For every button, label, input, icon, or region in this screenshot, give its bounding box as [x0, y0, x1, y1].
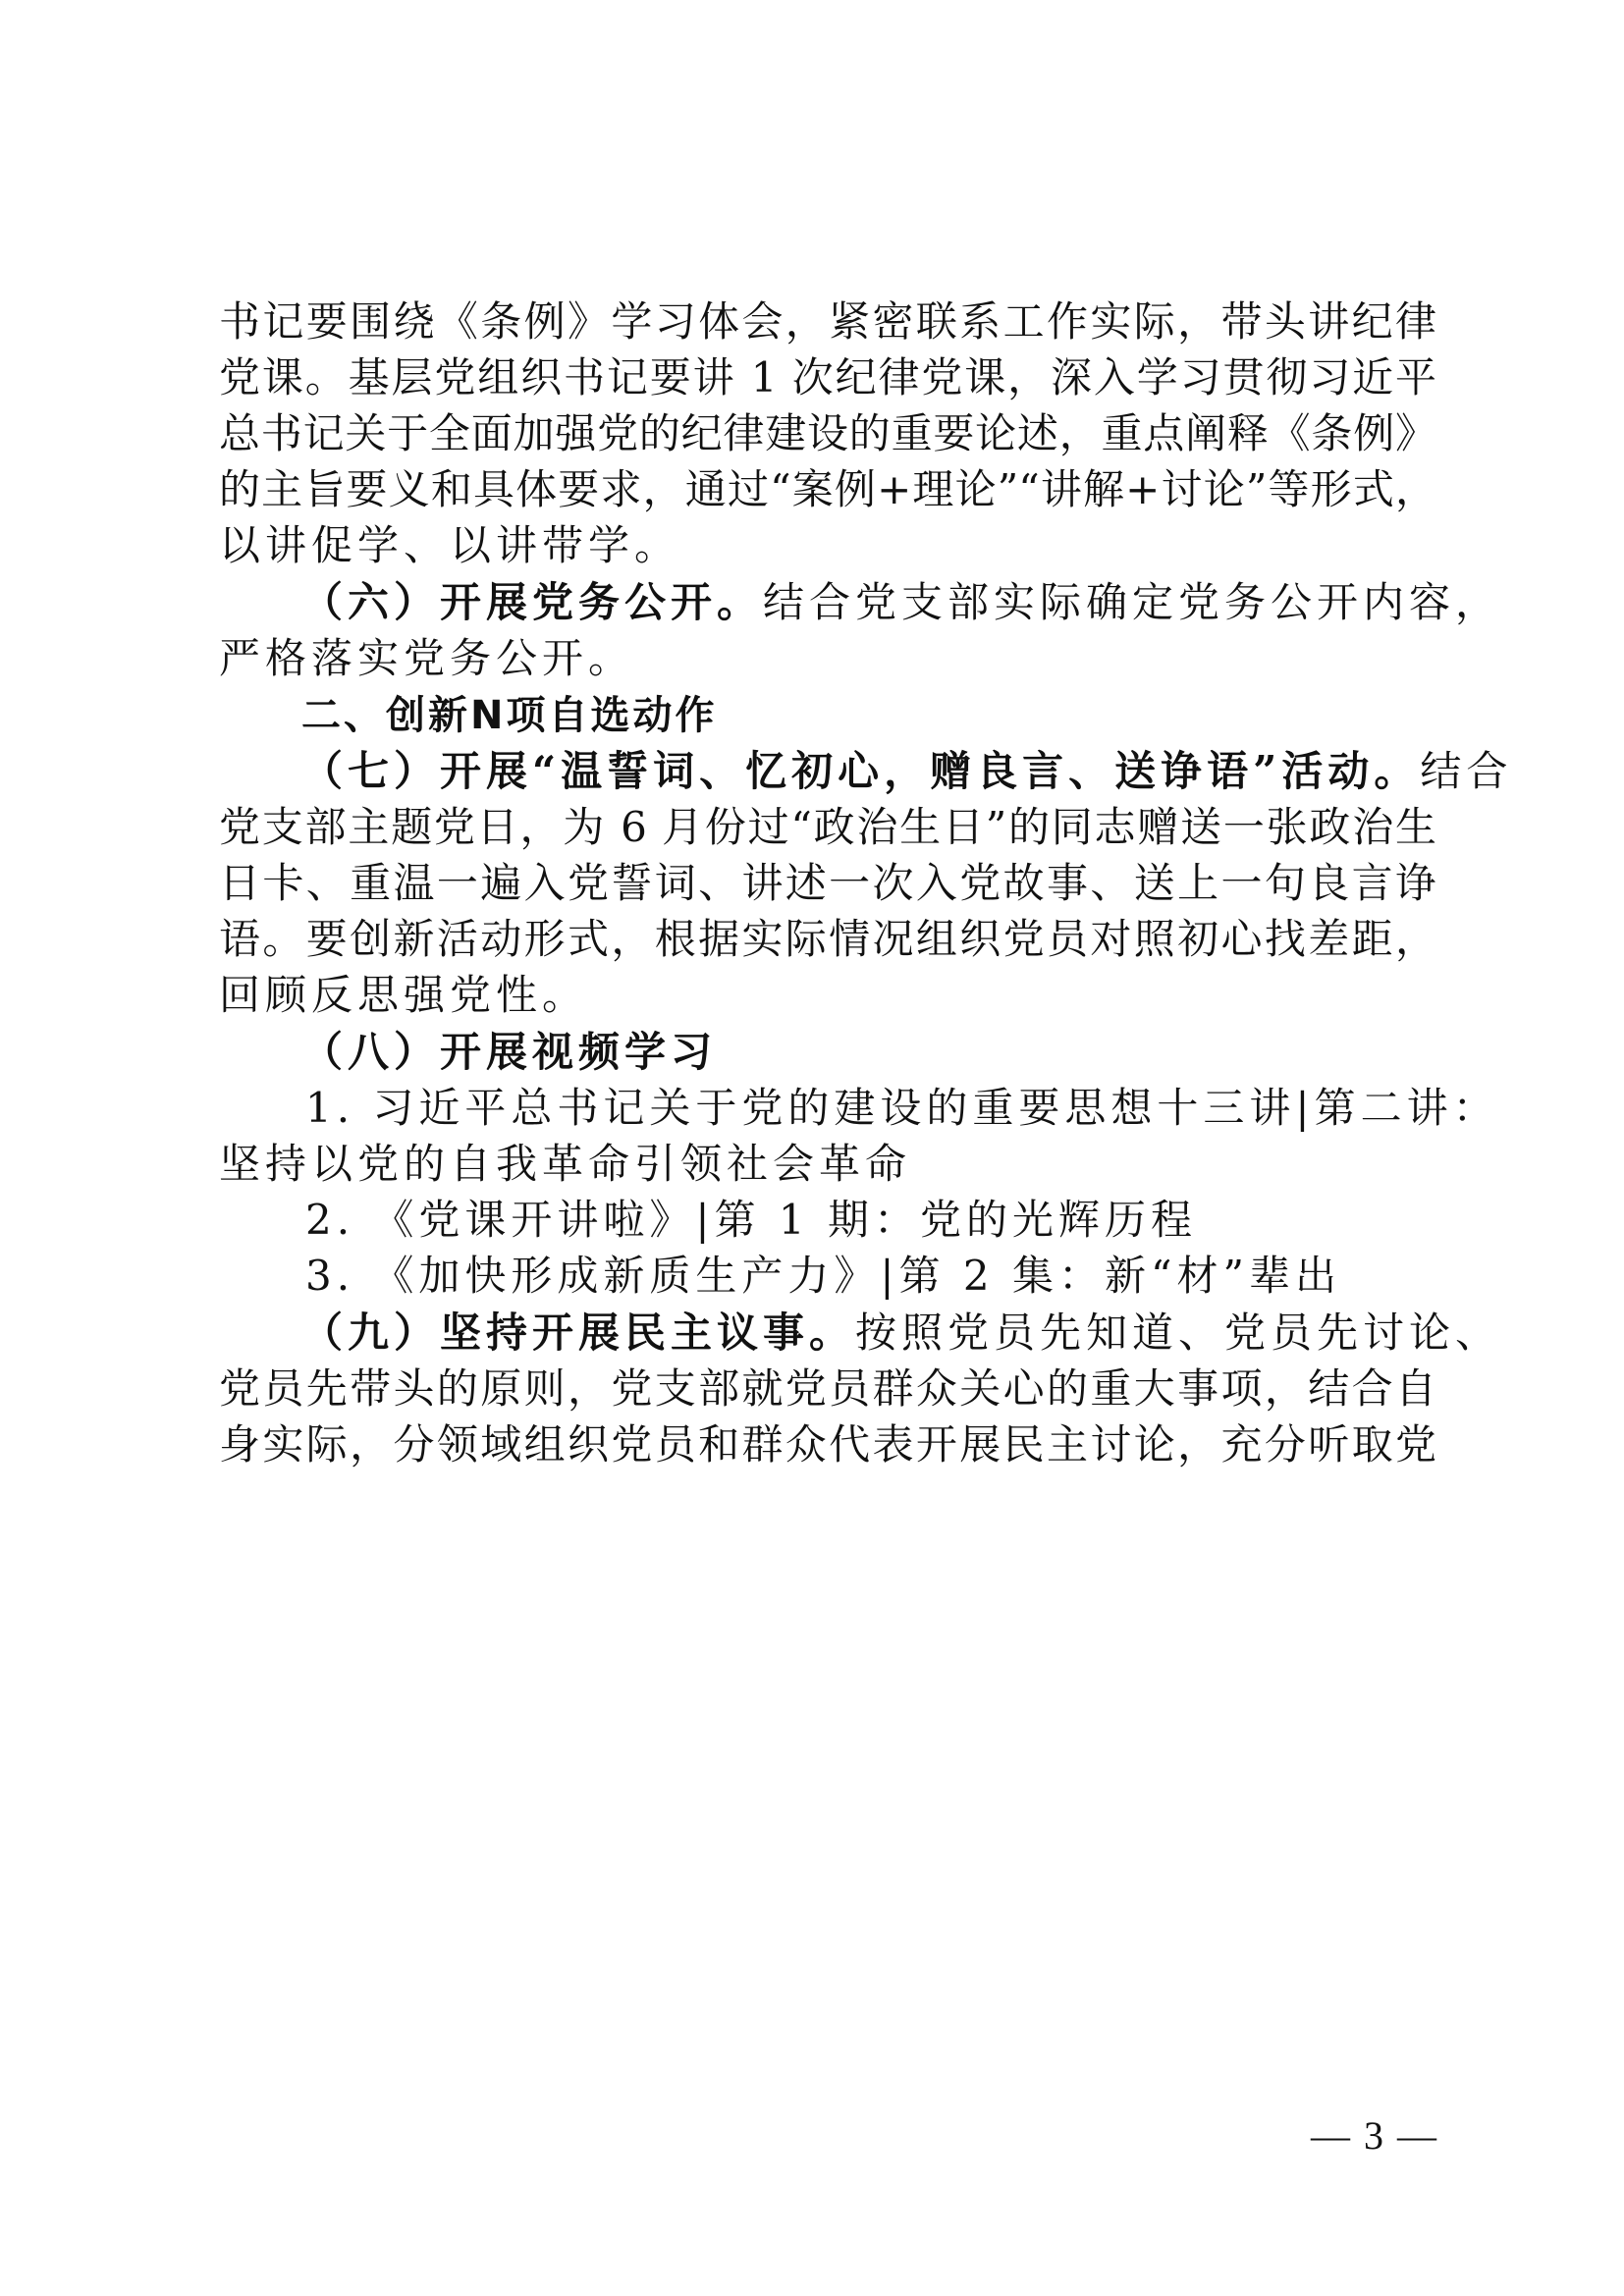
- item-6-line: [301, 575, 1501, 630]
- item-7-title: （七）开展“温誓词、忆初心，赠良言、送诤语”活动。: [301, 747, 1421, 795]
- item-9-text: 按照党员先知道、党员先讨论、: [855, 1308, 1502, 1357]
- video-item: 1. 习近平总书记关于党的建设的重要思想十三讲|第二讲：: [305, 1084, 1499, 1132]
- item-6-text: 结合党支部实际确定党务公开内容，: [763, 578, 1502, 626]
- section-heading: 二、创新N项自选动作: [301, 693, 718, 738]
- item-8-title: （八）开展视频学习: [301, 1028, 718, 1076]
- item-9-title: （九）坚持开展民主议事。: [301, 1308, 856, 1357]
- paragraph-line: 严格落实党务公开。: [219, 634, 635, 682]
- paragraph-line: 党支部主题党日，为 6 月份过“政治生日”的同志赠送一张政治生: [219, 803, 1436, 851]
- video-item-continuation: 坚持以党的自我革命引领社会革命: [219, 1140, 912, 1188]
- paragraph-line: 党员先带头的原则，党支部就党员群众关心的重大事项，结合自: [219, 1364, 1436, 1413]
- item-6-title: （六）开展党务公开。: [301, 578, 764, 626]
- paragraph-line: 身实际，分领域组织党员和群众代表开展民主讨论，充分听取党: [219, 1420, 1436, 1468]
- paragraph-line: 总书记关于全面加强党的纪律建设的重要论述，重点阐释《条例》: [219, 409, 1436, 457]
- page-number: — 3 —: [1311, 2113, 1438, 2158]
- paragraph-line: 语。要创新活动形式，根据实际情况组织党员对照初心找差距，: [219, 915, 1436, 963]
- item-7-line: [301, 744, 1512, 799]
- video-item: 3. 《加快形成新质生产力》|第 2 集：新“材”辈出: [305, 1252, 1341, 1300]
- paragraph-line: 党课。基层党组织书记要讲 1 次纪律党课，深入学习贯彻习近平: [219, 353, 1436, 401]
- paragraph-line: 书记要围绕《条例》学习体会，紧密联系工作实际，带头讲纪律: [219, 297, 1436, 346]
- video-item: 2. 《党课开讲啦》|第 1 期：党的光辉历程: [305, 1196, 1197, 1244]
- paragraph-line: 日卡、重温一遍入党誓词、讲述一次入党故事、送上一句良言诤: [219, 859, 1436, 907]
- item-9-line: [301, 1306, 1501, 1361]
- paragraph-line: 回顾反思强党性。: [219, 971, 589, 1019]
- item-7-text: 结合: [1420, 747, 1513, 795]
- paragraph-line: 以讲促学、以讲带学。: [219, 521, 681, 569]
- paragraph-line: 的主旨要义和具体要求，通过“案例+理论”“讲解+讨论”等形式，: [219, 465, 1436, 513]
